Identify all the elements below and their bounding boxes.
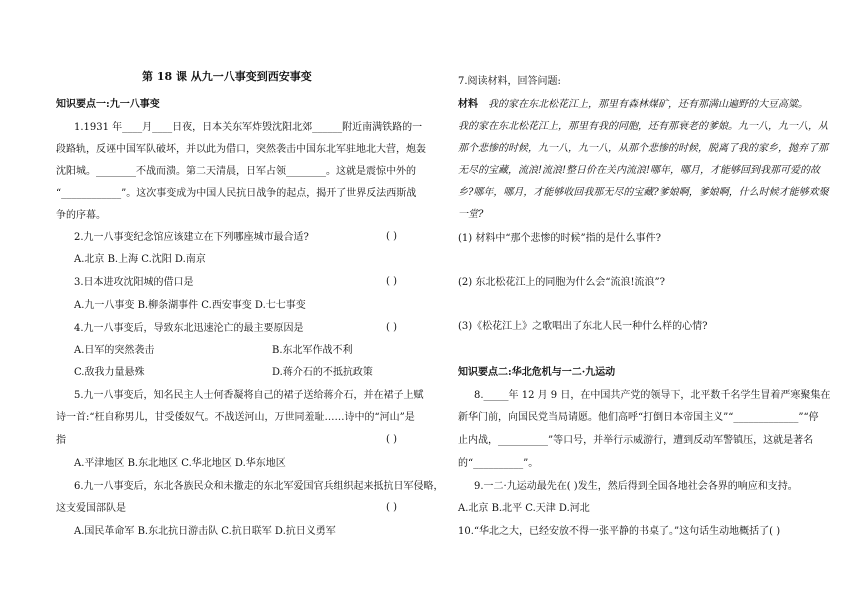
sub-question-1: (1) 材料中“那个悲惨的时候”指的是什么事件?	[458, 233, 661, 244]
sub-question-2: (2) 东北松花江上的同胞为什么会“流浪!流浪”?	[458, 277, 665, 288]
question-1-line-3: 沈阳城。________不战而溃。第二天清晨，日军占领________。这就是震惊中外的	[56, 166, 416, 177]
material-line-6: 一堂?	[458, 209, 484, 220]
page-title: 第 18 课 从九一八事变到西安事变	[142, 70, 312, 83]
question-1-line-5: 争的序幕。	[56, 210, 106, 221]
question-4-option-c: C.敌我力量悬殊	[74, 367, 145, 378]
answer-paren-4: ( )	[386, 322, 397, 333]
question-10: 10.“华北之大，已经安放不得一张平静的书桌了。”这句话生动地概括了( )	[458, 526, 781, 537]
answer-paren-5: ( )	[386, 434, 397, 445]
material-line-4: 无尽的宝藏，流浪!流浪!整日价在关内流浪!哪年，哪月，才能够回到我那可爱的故	[458, 165, 821, 176]
question-7: 7.阅读材料，回答问题:	[458, 76, 561, 87]
question-2: 2.九一八事变纪念馆应该建立在下列哪座城市最合适?	[74, 232, 309, 243]
question-3-options: A.九一八事变 B.柳条湖事件 C.西安事变 D.七七事变	[74, 300, 306, 311]
question-4-option-b: B.东北军作战不利	[272, 345, 353, 356]
question-5-line-2: 诗一首:“枉自称男儿，甘受倭奴气。不战送河山，万世同羞耻……诗中的“河山”是	[56, 412, 415, 423]
material-label: 材料	[458, 99, 478, 110]
answer-paren-2: ( )	[386, 231, 397, 242]
question-6-line-1: 6.九一八事变后，东北各族民众和未撤走的东北军爱国官兵组织起来抵抗日军侵略，	[74, 481, 444, 492]
question-1-line-4: “____________”。这次事变成为中国人民抗日战争的起点，揭开了世界反法西斯战	[56, 188, 417, 199]
section-heading-1: 知识要点一:九一八事变	[56, 99, 160, 110]
question-8-line-1: 8._____年 12 月 9 日，在中国共产党的领导下，北平数千名学生冒着严寒聚集在	[474, 390, 831, 401]
question-8-line-3: 止内战，__________”等口号，并举行示威游行，遭到反动军警镇压，这就是著名	[458, 435, 814, 446]
question-9-options: A.北京 B.北平 C.天津 D.河北	[458, 503, 590, 514]
question-5-line-3: 指	[56, 435, 66, 446]
question-2-options: A.北京 B.上海 C.沈阳 D.南京	[74, 254, 206, 265]
question-9: 9.一二·九运动最先在( )发生，然后得到全国各地社会各界的响应和支持。	[474, 481, 798, 492]
sub-question-3: (3)《松花江上》之歌唱出了东北人民一种什么样的心情?	[458, 321, 708, 332]
question-6-line-2: 这支爱国部队是	[56, 503, 126, 514]
material-line-2: 我的家在东北松花江上，那里有我的同胞，还有那衰老的爹娘。九一八，九一八，从	[458, 121, 828, 132]
question-8-line-2: 新华门前，向国民党当局请愿。他们高呼“打倒日本帝国主义”“_____________”“停	[458, 412, 819, 423]
material-line-1: 我的家在东北松花江上，那里有森林煤矿，还有那满山遍野的大豆高粱。	[488, 99, 808, 110]
answer-paren-6: ( )	[386, 502, 397, 513]
question-5-options: A.平津地区 B.东北地区 C.华北地区 D.华东地区	[74, 458, 286, 469]
question-3: 3.日本进攻沈阳城的借口是	[74, 277, 194, 288]
question-6-options: A.国民革命军 B.东北抗日游击队 C.抗日联军 D.抗日义勇军	[74, 526, 336, 537]
question-4: 4.九一八事变后，导致东北迅速沦亡的最主要原因是	[74, 323, 304, 334]
question-4-option-d: D.蒋介石的不抵抗政策	[272, 367, 373, 378]
answer-paren-3: ( )	[386, 276, 397, 287]
question-8-line-4: 的“__________”。	[458, 458, 539, 469]
question-1-line-2: 段路轨，反诬中国军队破坏，并以此为借口，突然袭击中国东北军驻地北大营，炮轰	[56, 144, 426, 155]
question-4-option-a: A.日军的突然袭击	[74, 345, 155, 356]
question-1-line-1: 1.1931 年____月____日夜，日本关东军炸毁沈阳北郊______附近南满铁路的一	[74, 122, 423, 133]
section-heading-2: 知识要点二:华北危机与一二·九运动	[458, 367, 616, 378]
question-5-line-1: 5.九一八事变后，知名民主人士何香凝将自己的裙子送给蒋介石，并在裙子上赋	[74, 390, 424, 401]
material-line-5: 乡?哪年，哪月，才能够收回我那无尽的宝藏?爹娘啊，爹娘啊，什么时候才能够欢聚	[458, 187, 829, 198]
material-line-3: 那个悲惨的时候，九一八，九一八，从那个悲惨的时候，脱离了我的家乡，抛弃了那	[458, 143, 828, 154]
